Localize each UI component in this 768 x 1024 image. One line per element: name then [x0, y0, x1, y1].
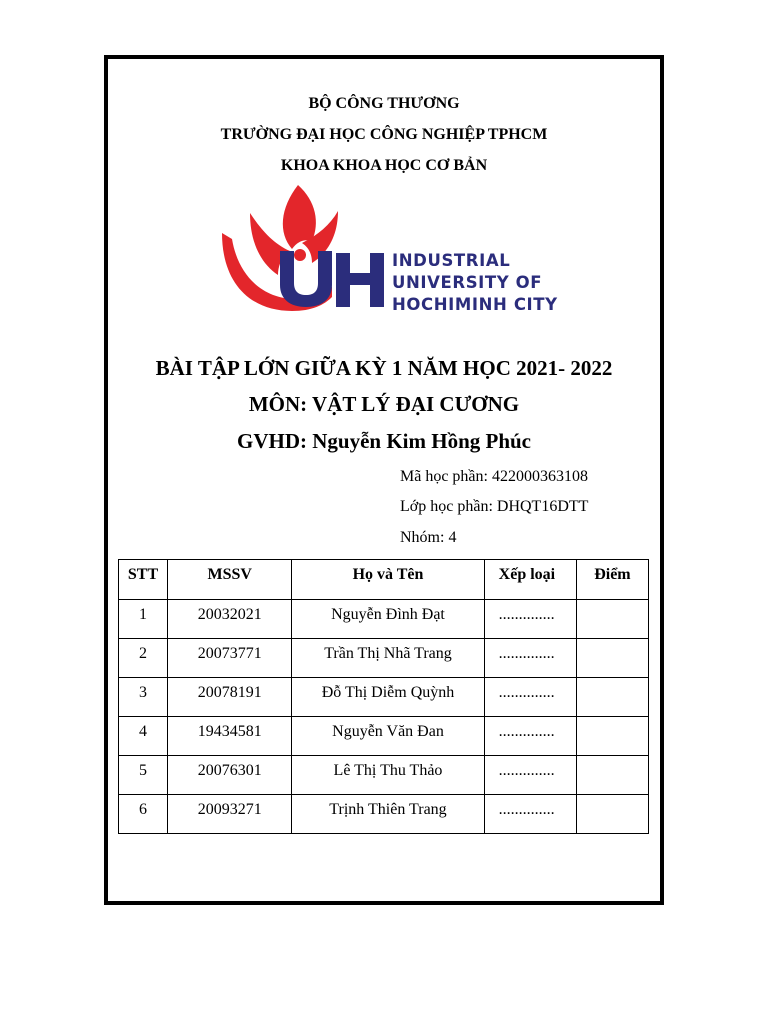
cell-stt: 3: [119, 678, 168, 717]
student-table: [118, 559, 649, 834]
cell-name: Lê Thị Thu Thảo: [292, 756, 484, 795]
logo-wordmark: [392, 250, 558, 316]
cell-stt: 5: [119, 756, 168, 795]
cell-score: [576, 678, 648, 717]
cell-rank: ..............: [484, 717, 576, 756]
cell-mssv: 20093271: [168, 795, 292, 834]
table-header-row: [119, 560, 649, 600]
cell-rank: ..............: [484, 756, 576, 795]
cell-name: Trịnh Thiên Trang: [292, 795, 484, 834]
cell-stt: 1: [119, 600, 168, 639]
logo-line-2: UNIVERSITY OF: [392, 273, 543, 292]
cell-rank: ..............: [484, 678, 576, 717]
university-heading: TRƯỜNG ĐẠI HỌC CÔNG NGHIỆP TPHCM: [220, 126, 548, 143]
cell-name: Nguyễn Đình Đạt: [292, 600, 484, 639]
ministry-heading: BỘ CÔNG THƯƠNG: [308, 95, 460, 112]
cell-score: [576, 795, 648, 834]
table-row: [119, 678, 649, 717]
header-name: Họ và Tên: [292, 560, 484, 600]
class-code: Lớp học phần: DHQT16DTT: [400, 498, 589, 515]
cell-mssv: 20073771: [168, 639, 292, 678]
table-row: [119, 717, 649, 756]
subject-title: MÔN: VẬT LÝ ĐẠI CƯƠNG: [248, 392, 520, 416]
group-number: Nhóm: 4: [400, 529, 457, 546]
instructor-title: GVHD: Nguyễn Kim Hồng Phúc: [236, 429, 532, 453]
table-row: [119, 600, 649, 639]
cell-rank: ..............: [484, 795, 576, 834]
table-row: [119, 639, 649, 678]
logo-line-1: INDUSTRIAL: [392, 251, 511, 270]
cell-mssv: 20078191: [168, 678, 292, 717]
course-code: Mã học phần: 422000363108: [400, 468, 588, 485]
header-stt: STT: [119, 560, 168, 600]
table-row: [119, 756, 649, 795]
cell-stt: 6: [119, 795, 168, 834]
cell-name: Nguyễn Văn Đan: [292, 717, 484, 756]
cell-rank: ..............: [484, 600, 576, 639]
cell-mssv: 20076301: [168, 756, 292, 795]
cell-mssv: 20032021: [168, 600, 292, 639]
header-score: Điểm: [576, 560, 648, 600]
cell-rank: ..............: [484, 639, 576, 678]
cell-score: [576, 756, 648, 795]
cell-stt: 2: [119, 639, 168, 678]
logo-flame-dot: [294, 249, 306, 261]
assignment-title: BÀI TẬP LỚN GIỮA KỲ 1 NĂM HỌC 2021- 2022: [155, 356, 613, 380]
cell-score: [576, 600, 648, 639]
cell-name: Đỗ Thị Diễm Quỳnh: [292, 678, 484, 717]
faculty-heading: KHOA KHOA HỌC CƠ BẢN: [280, 157, 488, 174]
logo-letter-u: [280, 251, 332, 307]
cell-name: Trần Thị Nhã Trang: [292, 639, 484, 678]
logo-line-3: HOCHIMINH CITY: [392, 295, 558, 314]
header-rank: Xếp loại: [484, 560, 576, 600]
cell-score: [576, 717, 648, 756]
cell-score: [576, 639, 648, 678]
header-mssv: MSSV: [168, 560, 292, 600]
cell-stt: 4: [119, 717, 168, 756]
cell-mssv: 19434581: [168, 717, 292, 756]
logo-letter-h-right: [370, 253, 384, 307]
table-row: [119, 795, 649, 834]
